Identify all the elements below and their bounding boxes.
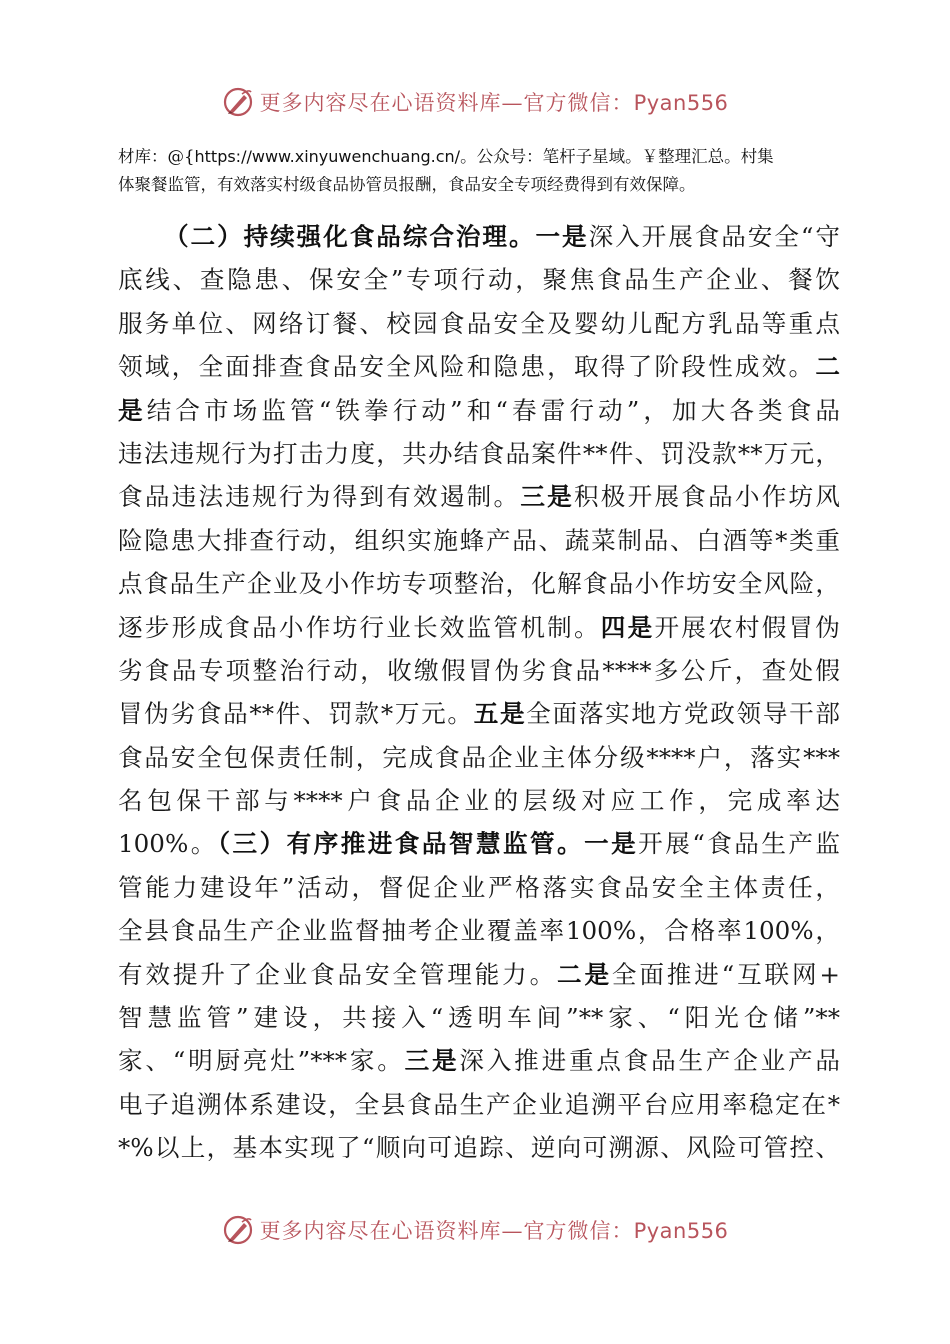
body-line	[118, 692, 840, 735]
body-text-span: 深入推进重点食品生产企业产品	[459, 1046, 840, 1076]
bold-marker: 二是	[557, 959, 612, 989]
body-line	[118, 822, 840, 865]
bold-marker: 四是	[600, 612, 655, 642]
body-text-span: 开展“食品生产监	[638, 829, 841, 859]
body-line	[118, 215, 840, 258]
body-line	[118, 606, 840, 649]
body-text-span: 100%。	[118, 829, 218, 859]
body-line: 险隐患大排查行动，组织实施蜂产品、蔬菜制品、白酒等*类重	[118, 525, 840, 555]
body-text-span: 深入开展食品安全“守	[588, 222, 840, 251]
body-line: 名包保干部与****户食品企业的层级对应工作，完成率达	[118, 786, 840, 816]
body-line	[118, 345, 840, 388]
body-line: 违法违规行为打击力度，共办结食品案件**件、罚没款**万元，	[118, 438, 840, 468]
body-line: 全县食品生产企业监督抽考企业覆盖率100%，合格率100%，	[118, 916, 840, 946]
bold-marker: 三是	[520, 482, 574, 512]
body-line	[118, 475, 840, 518]
body-line: 食品安全包保责任制，完成食品企业主体分级****户，落实***	[118, 742, 840, 772]
body-line: 智慧监管”建设，共接入“透明车间”**家、“阳光仓储”**	[118, 1003, 840, 1033]
intro-line-1	[118, 143, 836, 171]
body-line	[118, 953, 840, 996]
body-line: 劣食品专项整治行动，收缴假冒伪劣食品****多公斤，查处假	[118, 655, 840, 685]
body-line: 点食品生产企业及小作坊专项整治，化解食品小作坊安全风险，	[118, 569, 840, 599]
header-banner-wechat-id: Pyan556	[633, 91, 729, 115]
body-text-span: 食品违法违规行为得到有效遏制。	[118, 482, 521, 512]
pen-logo-icon	[222, 86, 254, 118]
body-line: 电子追溯体系建设，全县食品生产企业追溯平台应用率稳定在*	[118, 1089, 840, 1119]
header-banner	[0, 82, 950, 122]
body-line: 服务单位、网络订餐、校园食品安全及婴幼儿配方乳品等重点	[118, 308, 840, 338]
body-text-span: 积极开展食品小作坊风	[573, 482, 840, 512]
footer-banner-text	[260, 1215, 729, 1245]
intro-suffix: 。公众号：笔杆子星域。￥整理汇总。村集	[460, 147, 774, 166]
intro-block	[118, 143, 836, 199]
body-text-span: 有效提升了企业食品安全管理能力。	[118, 959, 558, 989]
body-text-span: 领域，全面排查食品安全风险和隐患，取得了阶段性成效。	[118, 352, 816, 382]
bold-marker: 五是	[473, 699, 527, 729]
body-line	[118, 389, 840, 432]
header-banner-text	[260, 87, 729, 117]
body-text-span: 全面推进“互联网+	[611, 959, 840, 989]
body-line: 管能力建设年”活动，督促企业严格落实食品安全主体责任，	[118, 872, 840, 902]
section-heading-3: （三）有序推进食品智慧监管。一是	[217, 829, 639, 859]
header-banner-cn: 更多内容尽在心语资料库—官方微信：	[259, 91, 634, 115]
body-line	[118, 1039, 840, 1082]
footer-banner	[0, 1210, 950, 1250]
intro-prefix: 材库：@{	[118, 147, 195, 166]
body-text	[118, 215, 840, 1170]
bold-marker: 三是	[404, 1046, 460, 1076]
body-text-span: 逐步形成食品小作坊行业长效监管机制。	[118, 612, 601, 642]
body-text-span: 家、“明厨亮灶”***家。	[118, 1046, 405, 1076]
footer-banner-wechat-id: Pyan556	[633, 1219, 729, 1243]
body-text-span: 全面落实地方党政领导干部	[526, 699, 840, 729]
intro-line-2: 体聚餐监管，有效落实村级食品协管员报酬，食品安全专项经费得到有效保障。	[118, 175, 696, 194]
pen-logo-icon	[222, 1214, 254, 1246]
body-text-span: 结合市场监管“铁拳行动”和“春雷行动”，加大各类食品	[146, 395, 840, 425]
section-heading-2: （二）持续强化食品综合治理。一是	[164, 222, 589, 251]
body-text-span: 开展农村假冒伪	[654, 612, 840, 642]
bold-marker: 是	[118, 395, 147, 425]
body-text-span: 冒伪劣食品**件、罚款*万元。	[118, 699, 474, 729]
intro-url: https://www.xinyuwenchuang.cn/	[194, 147, 461, 166]
body-line: 底线、查隐患、保安全”专项行动，聚焦食品生产企业、餐饮	[118, 265, 840, 295]
body-line: *%以上，基本实现了“顺向可追踪、逆向可溯源、风险可管控、	[118, 1133, 840, 1163]
bold-marker: 二	[815, 352, 840, 382]
footer-banner-cn: 更多内容尽在心语资料库—官方微信：	[259, 1219, 634, 1243]
